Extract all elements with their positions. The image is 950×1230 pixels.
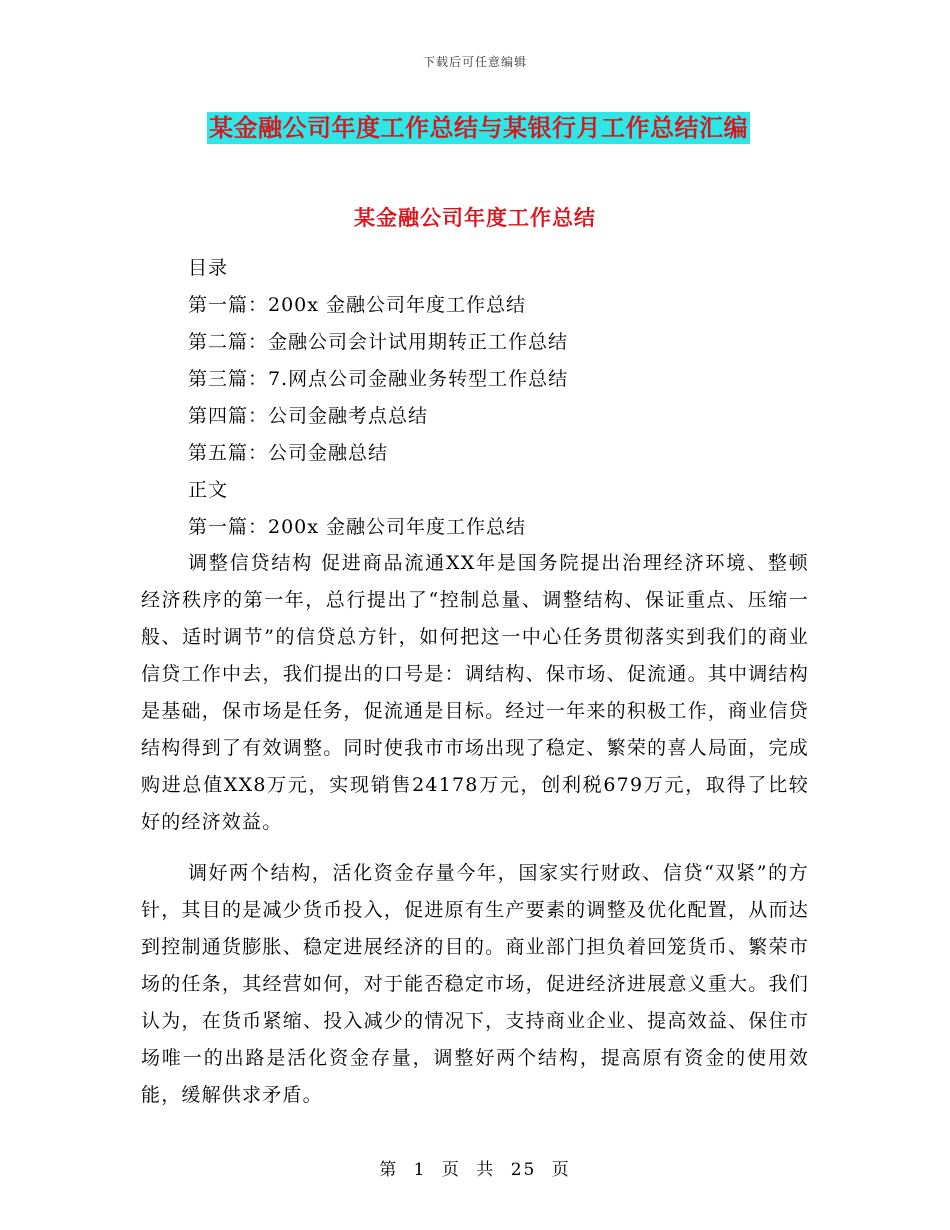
toc-item: 第五篇：公司金融总结 xyxy=(188,442,389,464)
chapter-heading: 第一篇：200x 金融公司年度工作总结 xyxy=(188,516,527,538)
page-number: 1 xyxy=(413,1160,427,1180)
body-paragraph: 调好两个结构，活化资金存量今年，国家实行财政、信贷“双紧”的方针，其目的是减少货币投入，促进原有生产要素的调整及优化配置，从而达到控制通货膨胀、稳定进展经济的目的。商业部门担负着回笼货币、繁荣市场的任条，其经营如何，对于能否稳定市场，促进经济进展意义重大。我们认为，在货币紧缩、投入减少的情况下，支持商业企业、提高效益、保住市场唯一的出路是活化资金存量，调整好两个结构，提高原有资金的使用效能，缓解供求矛盾。 xyxy=(141,862,809,1106)
toc-item: 第三篇：7.网点公司金融业务转型工作总结 xyxy=(188,368,569,390)
main-title: 某金融公司年度工作总结与某银行月工作总结汇编 xyxy=(209,113,748,142)
body-text xyxy=(141,545,809,1114)
toc-item: 第四篇：公司金融考点总结 xyxy=(188,405,429,427)
toc-item: 第一篇：200x 金融公司年度工作总结 xyxy=(188,294,527,316)
total-pages: 25 xyxy=(510,1160,537,1180)
footer-page-label: 页 xyxy=(441,1160,461,1180)
body-paragraph: 调整信贷结构 促进商品流通XX年是国务院提出治理经济环境、整顿经济秩序的第一年，总行提出了“控制总量、调整结构、保证重点、压缩一般、适时调节”的信贷总方针，如何把这一中心任务贯彻落实到我们的商业信贷工作中去，我们提出的口号是：调结构、保市场、促流通。其中调结构是基础，保市场是任务，促流通是目标。经过一年来的积极工作，商业信贷结构得到了有效调整。同时使我市市场出现了稳定、繁荣的喜人局面，完成购进总值XX8万元，实现销售24178万元，创利税679万元，取得了比较好的经济效益。 xyxy=(141,552,809,833)
toc-item: 第二篇：金融公司会计试用期转正工作总结 xyxy=(188,331,569,353)
footer-prefix: 第 xyxy=(379,1160,399,1180)
toc-heading: 目录 xyxy=(188,257,229,279)
section-title: 某金融公司年度工作总结 xyxy=(354,205,596,230)
header-note: 下载后可任意编辑 xyxy=(422,55,527,69)
footer-total-label: 共 xyxy=(476,1160,496,1180)
table-of-contents xyxy=(188,250,568,546)
footer-suffix: 页 xyxy=(551,1160,571,1180)
page-footer xyxy=(0,1155,950,1180)
body-heading: 正文 xyxy=(188,479,229,501)
main-title-container xyxy=(207,112,750,144)
